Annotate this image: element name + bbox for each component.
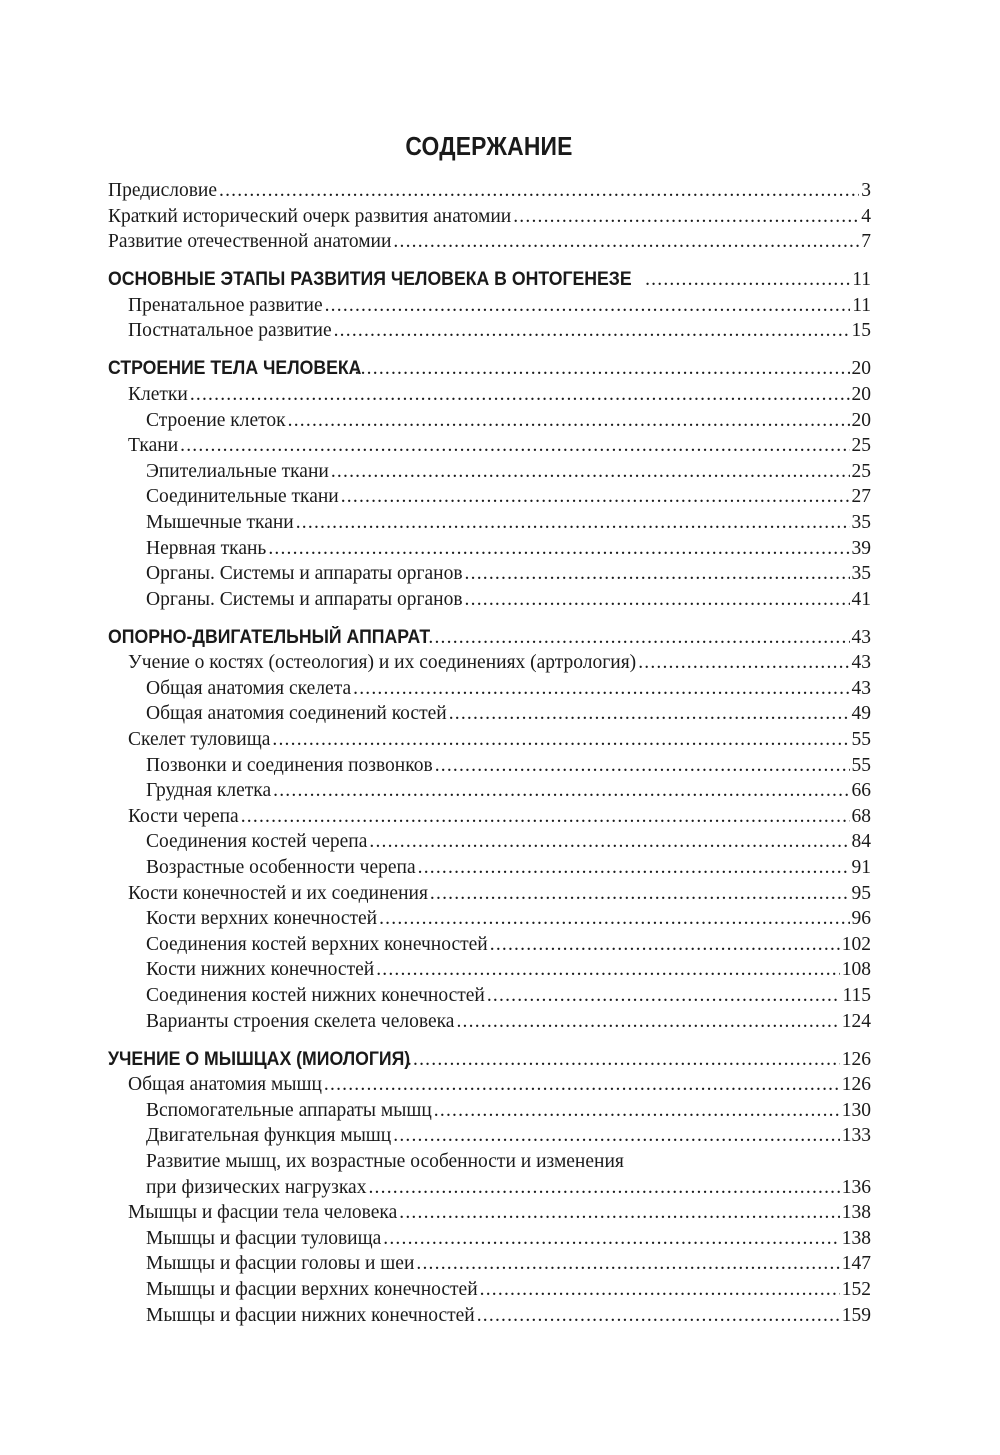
toc-page-number: 66 — [851, 780, 871, 802]
toc-entry-title: Клетки — [128, 383, 188, 405]
toc-entry-title: Эпителиальные ткани — [146, 460, 329, 482]
toc-page-number: 84 — [851, 831, 871, 853]
toc-section-entry — [108, 267, 871, 293]
toc-entry — [108, 701, 871, 727]
toc-entry-title: Мышцы и фасции тела человека — [128, 1202, 398, 1224]
toc-page-number: 43 — [851, 626, 871, 648]
dot-leader — [480, 1277, 840, 1303]
toc-entry-title: Мышцы и фасции головы и шеи — [146, 1253, 415, 1275]
toc-entry-title: Вспомогательные аппараты мышц — [146, 1099, 432, 1121]
toc-entry-title: Кости нижних конечностей — [146, 959, 375, 981]
dot-leader — [341, 484, 850, 510]
dot-leader — [383, 1226, 839, 1252]
dot-leader — [355, 356, 850, 382]
toc-entry-title: Позвонки и соединения позвонков — [146, 754, 433, 776]
toc-entry — [108, 1251, 871, 1277]
toc-entry-title: Строение клеток — [146, 409, 286, 431]
toc-page-number: 35 — [851, 563, 871, 585]
toc-entry-title: Соединения костей нижних конечностей — [146, 984, 485, 1006]
toc-entry-title: СТРОЕНИЕ ТЕЛА ЧЕЛОВЕКА — [108, 358, 362, 380]
toc-entry — [108, 408, 871, 434]
toc-entry — [108, 382, 871, 408]
toc-page-number: 126 — [841, 1048, 871, 1070]
toc-page-number: 27 — [851, 486, 871, 508]
dot-leader — [180, 433, 849, 459]
toc-page-number: 152 — [841, 1278, 871, 1300]
toc-entry — [108, 906, 871, 932]
toc-entry-title: Предисловие — [108, 180, 218, 201]
toc-entry-title: Постнатальное развитие — [128, 320, 332, 342]
toc-entry — [108, 829, 871, 855]
toc-entry — [108, 804, 871, 830]
toc-page-number: 15 — [851, 320, 871, 342]
dot-leader — [477, 1303, 840, 1329]
toc-entry — [108, 727, 871, 753]
toc-page-number: 39 — [851, 537, 871, 559]
toc-page-number: 95 — [851, 882, 871, 904]
dot-leader — [376, 957, 840, 983]
toc-entry — [108, 536, 871, 562]
toc-entry — [108, 1123, 871, 1149]
toc-page-number: 159 — [841, 1304, 871, 1326]
toc-entry-title: Варианты строения скелета человека — [146, 1010, 455, 1032]
toc-entry — [108, 318, 871, 344]
toc-entry — [108, 1226, 871, 1252]
toc-entry — [108, 1277, 871, 1303]
toc-entry — [108, 1149, 871, 1175]
dot-leader — [272, 727, 849, 753]
toc-page-number: 124 — [841, 1010, 871, 1032]
dot-leader — [393, 1123, 840, 1149]
toc-entry-title: Соединения костей черепа — [146, 831, 368, 853]
dot-leader — [353, 676, 849, 702]
dot-leader — [435, 753, 850, 779]
toc-entry — [108, 1098, 871, 1124]
toc-entry-title: Органы. Системы и аппараты органов — [146, 563, 463, 585]
toc-entry — [108, 433, 871, 459]
toc-entry-title: Развитие отечественной анатомии — [108, 231, 392, 253]
toc-page-number: 102 — [841, 933, 871, 955]
toc-entry — [108, 510, 871, 536]
dot-leader — [241, 804, 850, 830]
toc-entry-title: Кости черепа — [128, 805, 239, 827]
toc-entry — [108, 293, 871, 319]
toc-entry — [108, 459, 871, 485]
toc-entry-title: Скелет туловища — [128, 729, 271, 751]
toc-page-number: 133 — [841, 1125, 871, 1147]
toc-page-number: 49 — [851, 703, 871, 725]
toc-page-number: 20 — [851, 358, 871, 380]
dot-leader — [638, 650, 849, 676]
toc-entry-title: ОПОРНО-ДВИГАТЕЛЬНЫЙ АППАРАТ — [108, 626, 431, 648]
toc-page-number: 3 — [861, 180, 871, 201]
toc-page-number: 108 — [841, 959, 871, 981]
dot-leader — [296, 510, 850, 536]
toc-entry-title: Органы. Системы и аппараты органов — [146, 588, 463, 610]
toc-entry — [108, 881, 871, 907]
toc-page-number: 35 — [851, 511, 871, 533]
toc-page-number: 147 — [841, 1253, 871, 1275]
dot-leader — [449, 701, 850, 727]
toc-entry — [108, 1175, 871, 1201]
toc-entry-title: Пренатальное развитие — [128, 294, 323, 316]
toc-page-number: 96 — [851, 908, 871, 930]
toc-entry — [108, 676, 871, 702]
dot-leader — [645, 267, 850, 293]
toc-page-number: 68 — [851, 805, 871, 827]
toc-entry — [108, 1009, 871, 1035]
dot-leader — [379, 906, 849, 932]
dot-leader — [434, 1098, 840, 1124]
toc-page-number: 41 — [851, 588, 871, 610]
toc-entry — [108, 1303, 871, 1329]
dot-leader — [428, 625, 849, 651]
toc-page-number: 55 — [851, 729, 871, 751]
table-of-contents — [108, 178, 871, 1328]
toc-page-number: 43 — [851, 677, 871, 699]
dot-leader — [490, 932, 840, 958]
toc-page-number: 138 — [841, 1202, 871, 1224]
toc-page-number: 43 — [851, 652, 871, 674]
toc-page-number: 25 — [851, 460, 871, 482]
toc-entry — [108, 587, 871, 613]
toc-section-entry — [108, 356, 871, 382]
dot-leader — [487, 983, 841, 1009]
toc-page-number: 115 — [842, 984, 871, 1006]
dot-leader — [407, 1047, 840, 1073]
toc-page-number: 55 — [851, 754, 871, 776]
dot-leader — [334, 318, 850, 344]
toc-page-number: 91 — [851, 857, 871, 879]
toc-section-entry — [108, 625, 871, 651]
dot-leader — [465, 561, 850, 587]
toc-entry-title: Учение о костях (остеология) и их соединениях (артрология) — [128, 652, 637, 674]
dot-leader — [325, 293, 851, 319]
toc-entry-title: УЧЕНИЕ О МЫШЦАХ (МИОЛОГИЯ) — [108, 1048, 411, 1070]
dot-leader — [273, 778, 849, 804]
dot-leader — [219, 178, 859, 204]
toc-entry-title: Нервная ткань — [146, 537, 267, 559]
dot-leader — [369, 829, 849, 855]
toc-page-number: 138 — [841, 1227, 871, 1249]
toc-entry-title: Общая анатомия соединений костей — [146, 703, 447, 725]
dot-leader — [456, 1009, 839, 1035]
toc-page-number: 25 — [851, 435, 871, 457]
toc-entry — [108, 932, 871, 958]
toc-page-number: 4 — [861, 205, 871, 227]
toc-entry — [108, 178, 871, 204]
dot-leader — [416, 1251, 839, 1277]
toc-entry-title: ОСНОВНЫЕ ЭТАПЫ РАЗВИТИЯ ЧЕЛОВЕКА В ОНТОГЕНЕЗЕ — [108, 269, 632, 291]
dot-leader — [465, 587, 850, 613]
dot-leader — [513, 204, 859, 230]
toc-page-number: 136 — [841, 1176, 871, 1198]
toc-page-number: 20 — [851, 409, 871, 431]
toc-entry-title: Соединительные ткани — [146, 486, 339, 508]
dot-leader — [368, 1175, 839, 1201]
toc-section-entry — [108, 1047, 871, 1073]
dot-leader — [393, 229, 859, 255]
toc-entry-title: при физических нагрузках — [146, 1176, 367, 1198]
toc-page-number: 130 — [841, 1099, 871, 1121]
toc-entry-title: Ткани — [128, 435, 179, 457]
toc-entry-title: Мышечные ткани — [146, 511, 294, 533]
toc-page-number: 20 — [851, 383, 871, 405]
toc-entry-title: Мышцы и фасции туловища — [146, 1227, 382, 1249]
toc-entry — [108, 983, 871, 1009]
toc-entry — [108, 957, 871, 983]
toc-entry-title: Мышцы и фасции верхних конечностей — [146, 1278, 478, 1300]
dot-leader — [399, 1200, 839, 1226]
toc-entry-title: Кости верхних конечностей — [146, 908, 378, 930]
dot-leader — [288, 408, 850, 434]
toc-entry-title: Краткий исторический очерк развития анатомии — [108, 205, 512, 227]
toc-entry-title: Возрастные особенности черепа — [146, 857, 416, 879]
dot-leader — [430, 881, 850, 907]
toc-entry — [108, 561, 871, 587]
dot-leader — [190, 382, 850, 408]
page-title: СОДЕРЖАНИЕ — [405, 131, 573, 161]
dot-leader — [418, 855, 850, 881]
toc-entry — [108, 1072, 871, 1098]
toc-entry — [108, 204, 871, 230]
toc-entry-title: Двигательная функция мышц — [146, 1125, 392, 1147]
toc-page-number: 11 — [852, 294, 871, 316]
toc-entry — [108, 1200, 871, 1226]
toc-page-number: 126 — [841, 1074, 871, 1096]
toc-entry-title: Общая анатомия мышц — [128, 1074, 322, 1096]
toc-entry — [108, 650, 871, 676]
dot-leader — [324, 1072, 840, 1098]
dot-leader — [268, 536, 849, 562]
toc-entry-title: Грудная клетка — [146, 780, 272, 802]
toc-entry-title: Соединения костей верхних конечностей — [146, 933, 488, 955]
toc-page-number: 7 — [861, 231, 871, 253]
toc-page-number: 11 — [852, 269, 871, 291]
toc-entry-title: Развитие мышц, их возрастные особенности и изменения — [146, 1150, 624, 1172]
toc-entry — [108, 229, 871, 255]
toc-entry — [108, 753, 871, 779]
dot-leader — [331, 459, 850, 485]
toc-entry-title: Общая анатомия скелета — [146, 677, 352, 699]
toc-entry-title: Мышцы и фасции нижних конечностей — [146, 1304, 475, 1326]
toc-entry — [108, 484, 871, 510]
toc-entry-title: Кости конечностей и их соединения — [128, 882, 428, 904]
toc-entry — [108, 855, 871, 881]
toc-entry — [108, 778, 871, 804]
